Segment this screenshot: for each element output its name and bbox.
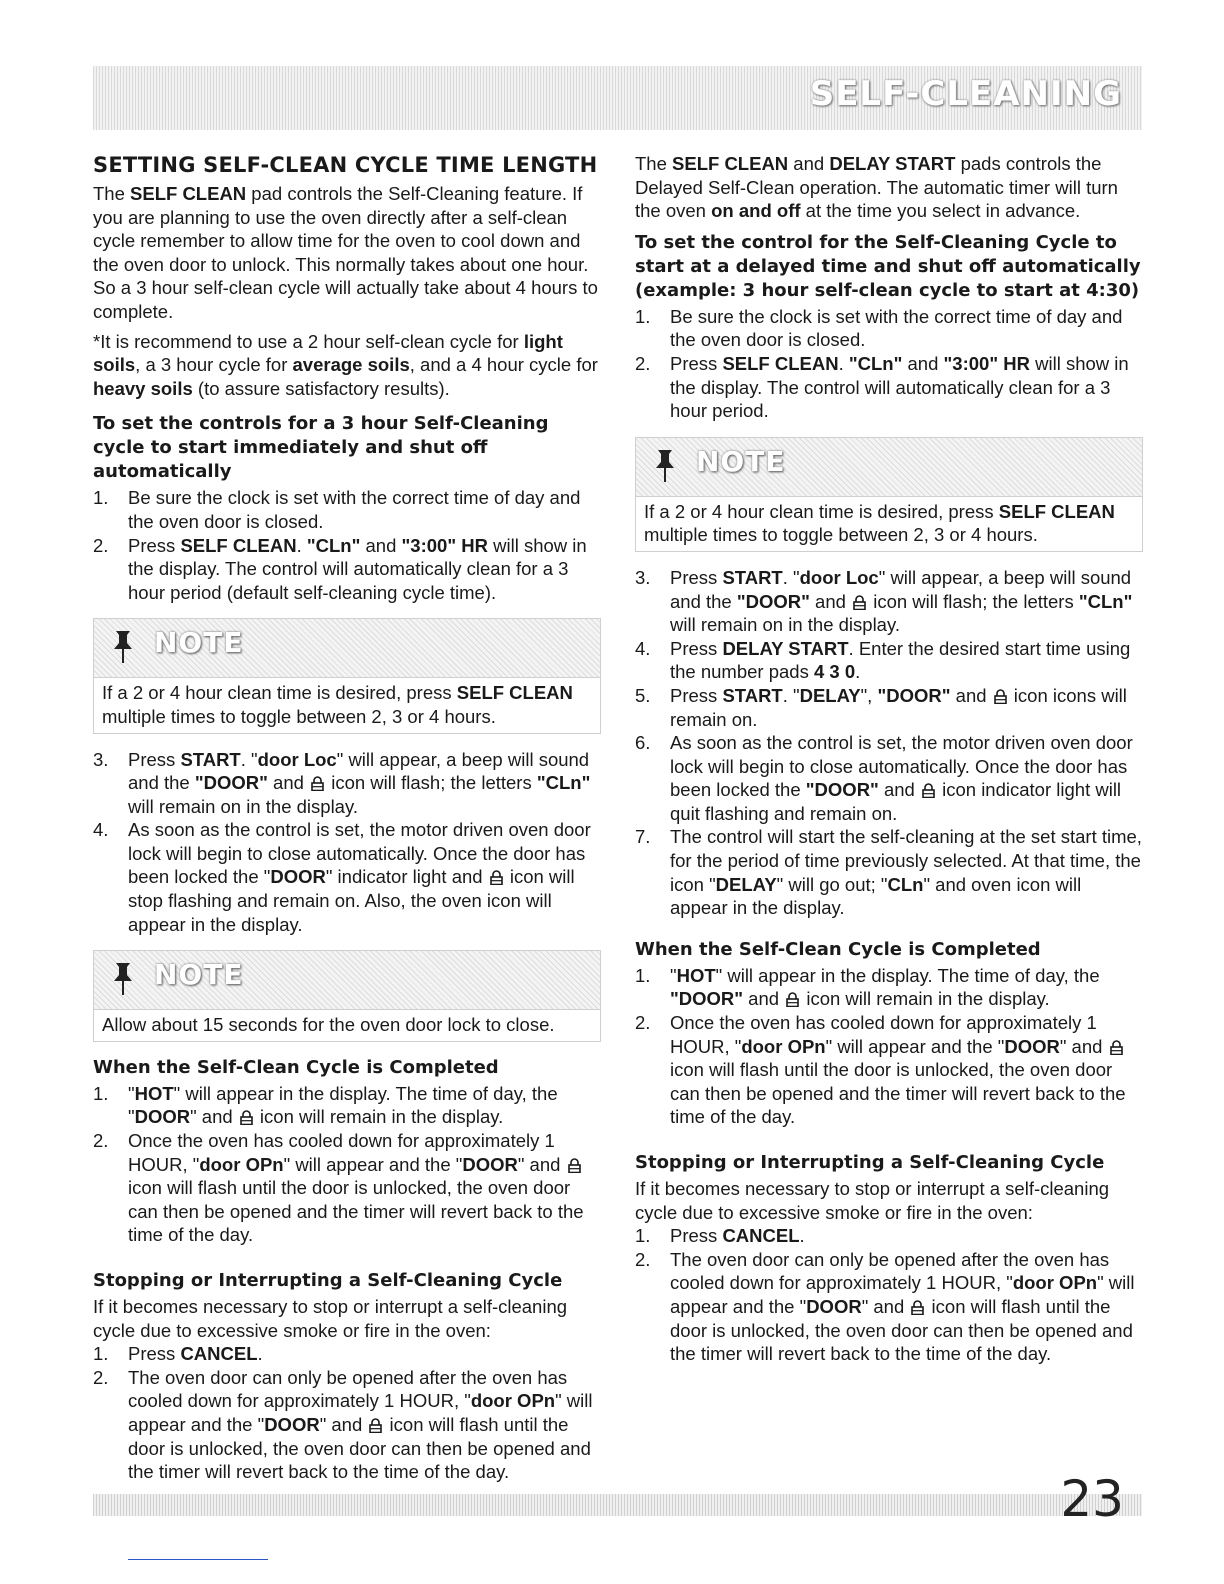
note-header [636, 438, 1142, 496]
note-box [93, 950, 601, 1042]
list-item: 1. Press CANCEL. [93, 1343, 263, 1365]
page-title: SELF-CLEANING [809, 74, 1122, 114]
steps-immediate-continued [93, 748, 601, 937]
subheading-immediate: To set the controls for a 3 hour Self-Cleaning cycle to start immediately and shut off automatically [93, 413, 549, 483]
stopping-intro: If it becomes necessary to stop or interrupt a self-cleaning cycle due to excessive smoke or fire in the oven: [635, 1178, 1110, 1223]
steps-delayed-continued [635, 566, 1143, 920]
subheading-completed: When the Self-Clean Cycle is Completed [93, 1056, 499, 1078]
steps-stopping [93, 1342, 601, 1484]
lock-icon [311, 776, 324, 791]
list-item: 1. Be sure the clock is set with the correct time of day and the oven door is closed. [635, 305, 1123, 351]
list-item: 4. Press DELAY START. Enter the desired start time using the number pads 4 3 0. [635, 637, 1131, 683]
pushpin-icon [112, 961, 134, 997]
note-box [635, 437, 1143, 552]
list-item: 2. Once the oven has cooled down for approximately 1 HOUR, "door OPn" will appear and the "DOOR" and icon will flash until the door is unlocked, the oven door can then be opened and the timer will revert back to the time of the day. [635, 1012, 1126, 1128]
list-item: 7. The control will start the self-cleaning at the set start time, for the period of time previously selected. At that time, the icon "DELAY" will go out; "CLn" and oven icon will appear in the display. [635, 826, 1142, 919]
lock-icon [240, 1110, 253, 1125]
note-label: NOTE [696, 444, 786, 478]
footer-bar [93, 1494, 1142, 1516]
intro-paragraph: The SELF CLEAN pad controls the Self-Cleaning feature. If you are planning to use the oven directly after a self-clean cycle remember to allow time for the oven to cool down and the oven door to unlock. This normally takes about one hour. So a 3 hour self-clean cycle will actually take about 4 hours to complete. [93, 183, 598, 322]
list-item: 2. The oven door can only be opened after the oven has cooled down for approximately 1 HOUR, "door OPn" will appear and the "DOOR" and icon will flash until the door is unlocked, the oven door can then be opened and the timer will revert back to the time of the day. [93, 1366, 593, 1483]
lock-icon [922, 783, 935, 798]
lock-icon [911, 1300, 924, 1315]
lock-icon [568, 1158, 581, 1173]
list-item: 4. As soon as the control is set, the motor driven oven door lock will begin to close automatically. Once the door has been locked the "DOOR" indicator light and icon will stop flashing and remain on. Also, the oven icon will appear in the display. [93, 819, 591, 935]
note-text: If a 2 or 4 hour clean time is desired, press SELF CLEAN multiple times to toggle between 2, 3 or 4 hours. [636, 496, 1142, 551]
lock-icon [994, 689, 1007, 704]
pushpin-icon [112, 629, 134, 665]
steps-delayed [635, 305, 1143, 423]
lock-icon [369, 1418, 382, 1433]
steps-stopping [635, 1224, 1143, 1366]
list-item: 1. "HOT" will appear in the display. The time of day, the "DOOR" and icon will remain in the display. [93, 1082, 558, 1128]
note-header [94, 619, 600, 677]
steps-immediate [93, 486, 601, 604]
note-label: NOTE [154, 626, 244, 660]
section-heading: SETTING SELF-CLEAN CYCLE TIME LENGTH [93, 153, 598, 177]
lock-icon [786, 992, 799, 1007]
list-item: 3. Press START. "door Loc" will appear, a beep will sound and the "DOOR" and icon will flash; the letters "CLn" will remain on in the display. [635, 566, 1133, 636]
subheading-stopping: Stopping or Interrupting a Self-Cleaning Cycle [635, 1152, 1105, 1173]
note-header [94, 951, 600, 1009]
list-item: 3. Press START. "door Loc" will appear, a beep will sound and the "DOOR" and icon will flash; the letters "CLn" will remain on in the display. [93, 748, 591, 817]
list-item: 2. Press SELF CLEAN. "CLn" and "3:00" HR will show in the display. The control will automatically clean for a 3 hour period (default self-cleaning cycle time). [93, 534, 587, 603]
pushpin-icon [654, 448, 676, 484]
list-item: 1. "HOT" will appear in the display. The time of day, the "DOOR" and icon will remain in the display. [635, 964, 1100, 1010]
lock-icon [490, 870, 503, 885]
note-box [93, 618, 601, 733]
right-column [635, 152, 1143, 1372]
divider [128, 1559, 268, 1560]
stopping-intro: If it becomes necessary to stop or interrupt a self-cleaning cycle due to excessive smoke or fire in the oven: [93, 1296, 568, 1341]
lock-icon [1110, 1040, 1123, 1055]
list-item: 5. Press START. "DELAY", "DOOR" and icon icons will remain on. [635, 684, 1127, 730]
note-label: NOTE [154, 958, 244, 992]
steps-completed [635, 964, 1143, 1129]
subheading-completed: When the Self-Clean Cycle is Completed [635, 938, 1041, 960]
page-number: 23 [1060, 1470, 1124, 1528]
lock-icon [853, 595, 866, 610]
list-item: 1. Press CANCEL. [635, 1225, 805, 1247]
steps-completed [93, 1082, 601, 1247]
list-item: 6. As soon as the control is set, the motor driven oven door lock will begin to close automatically. Once the door has been locked the "DOOR" and icon indicator light will quit flashing and remain on. [635, 732, 1133, 824]
delay-intro-paragraph: The SELF CLEAN and DELAY START pads controls the Delayed Self-Clean operation. The automatic timer will turn the oven on and off at the time you select in advance. [635, 153, 1118, 222]
note-text: If a 2 or 4 hour clean time is desired, press SELF CLEAN multiple times to toggle between 2, 3 or 4 hours. [94, 677, 600, 732]
recommendation-paragraph: *It is recommend to use a 2 hour self-clean cycle for light soils, a 3 hour cycle for average soils, and a 4 hour cycle for heavy soils (to assure satisfactory results). [93, 330, 598, 399]
subheading-delayed: To set the control for the Self-Cleaning Cycle to start at a delayed time and shut off automatically (example: 3 hour self-clean cycle to start at 4:30) [635, 231, 1141, 301]
list-item: 1. Be sure the clock is set with the correct time of day and the oven door is closed. [93, 487, 581, 532]
subheading-stopping: Stopping or Interrupting a Self-Cleaning Cycle [93, 1270, 563, 1291]
left-column [93, 152, 601, 1490]
list-item: 2. The oven door can only be opened after the oven has cooled down for approximately 1 HOUR, "door OPn" will appear and the "DOOR" and icon will flash until the door is unlocked, the oven door can then be opened and the timer will revert back to the time of the day. [635, 1248, 1135, 1365]
header-bar [93, 66, 1142, 130]
note-text: Allow about 15 seconds for the oven door lock to close. [94, 1009, 600, 1041]
list-item: 2. Once the oven has cooled down for approximately 1 HOUR, "door OPn" will appear and the "DOOR" and icon will flash until the door is unlocked, the oven door can then be opened and the timer will revert back to the time of the day. [93, 1130, 584, 1246]
list-item: 2. Press SELF CLEAN. "CLn" and "3:00" HR will show in the display. The control will automatically clean for a 3 hour period. [635, 352, 1129, 422]
